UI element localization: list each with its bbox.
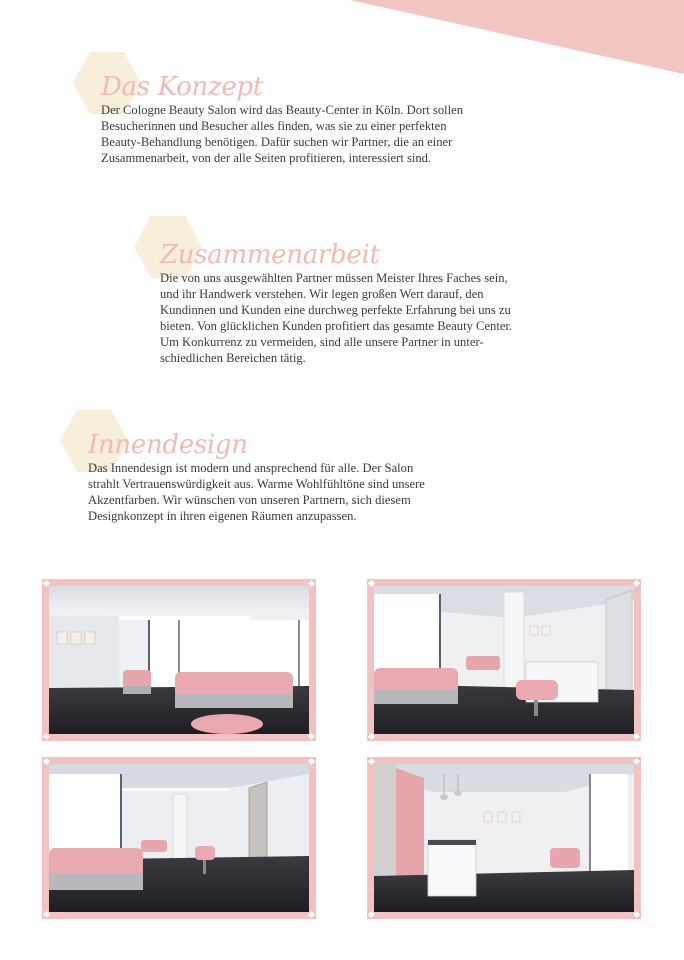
text-line: Die von uns ausgewählten Partner müssen Meister Ihres Faches sein,: [160, 271, 508, 285]
photo-frame: [42, 579, 316, 741]
section-body: [88, 460, 528, 524]
frame-corner-ornament: [308, 733, 315, 740]
photo-frame: [367, 757, 641, 919]
photo-frame: [367, 579, 641, 741]
section-body: [160, 270, 600, 366]
text-line: Akzentfarben. Wir wünschen von unseren Partnern, sich diesem: [88, 493, 411, 507]
section-heading: Das Konzept: [101, 72, 263, 102]
section-body: [101, 102, 541, 166]
text-line: strahlt Vertrauenswürdigkeit aus. Warme Wohlfühltöne sind unsere: [88, 477, 425, 491]
text-line: schiedlichen Bereichen tätig.: [160, 351, 306, 365]
photo-frame: [42, 757, 316, 919]
frame-corner-ornament: [633, 911, 640, 918]
text-line: und ihr Handwerk verstehen. Wir legen großen Wert darauf, den: [160, 287, 484, 301]
text-line: Beauty-Behandlung benötigen. Dafür suchen wir Partner, die an einer: [101, 135, 453, 149]
text-line: Kundinnen und Kunden eine durchweg perfekte Erfahrung bei uns zu: [160, 303, 511, 317]
salon-counter-image: [374, 764, 634, 912]
section-innendesign: [88, 430, 528, 524]
frame-corner-ornament: [308, 911, 315, 918]
section-heading: Innendesign: [88, 430, 248, 460]
frame-corner-ornament: [43, 911, 50, 918]
frame-corner-ornament: [633, 733, 640, 740]
section-zusammenarbeit: [160, 240, 600, 366]
frame-corner-ornament: [633, 758, 640, 765]
frame-corner-ornament: [633, 580, 640, 587]
text-line: Der Cologne Beauty Salon wird das Beauty-Center in Köln. Dort sollen: [101, 103, 464, 117]
frame-corner-ornament: [368, 733, 375, 740]
frame-corner-ornament: [308, 580, 315, 587]
text-line: Designkonzept in ihren eigenen Räumen anzupassen.: [88, 509, 357, 523]
text-line: Besucherinnen und Besucher alles finden, was sie zu einer perfekten: [101, 119, 447, 133]
salon-reception-image: [374, 586, 634, 734]
frame-corner-ornament: [308, 758, 315, 765]
text-line: bieten. Von glücklichen Kunden profitiert das gesamte Beauty Center.: [160, 319, 513, 333]
salon-lounge-image: [49, 586, 309, 734]
frame-corner-ornament: [368, 911, 375, 918]
section-heading: Zusammenarbeit: [160, 240, 380, 270]
frame-corner-ornament: [43, 733, 50, 740]
salon-styling-station-image: [49, 764, 309, 912]
section-konzept: [101, 72, 541, 166]
text-line: Das Innendesign ist modern und ansprechend für alle. Der Salon: [88, 461, 414, 475]
text-line: Zusammenarbeit, von der alle Seiten profitieren, interessiert sind.: [101, 151, 432, 165]
text-line: Um Konkurrenz zu vermeiden, sind alle unsere Partner in unter-: [160, 335, 484, 349]
